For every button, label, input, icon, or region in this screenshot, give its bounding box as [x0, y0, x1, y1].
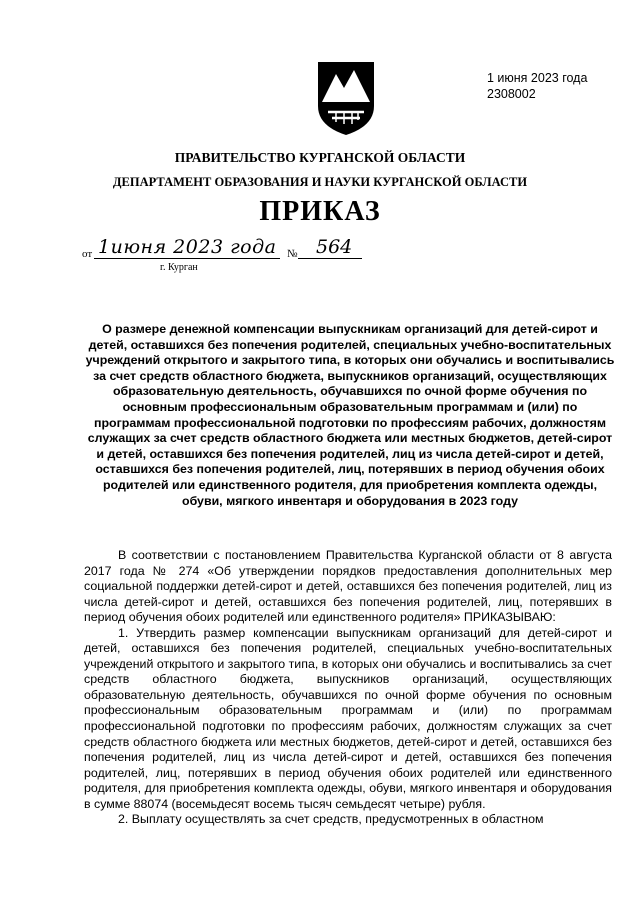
number-prefix: № — [287, 248, 298, 260]
government-name: ПРАВИТЕЛЬСТВО КУРГАНСКОЙ ОБЛАСТИ — [174, 150, 466, 165]
department-name: ДЕПАРТАМЕНТ ОБРАЗОВАНИЯ И НАУКИ КУРГАНСКОЙ ОБЛАСТИ — [112, 175, 528, 189]
date-underline — [94, 258, 280, 259]
city: г. Курган — [160, 262, 198, 273]
handwritten-date: 1июня 2023 года — [98, 236, 277, 258]
stamp-date: 1 июня 2023 года — [487, 71, 588, 85]
coat-of-arms-icon — [314, 58, 378, 138]
registration-stamp — [487, 70, 587, 102]
handwritten-number: 564 — [316, 236, 353, 258]
document-type: ПРИКАЗ — [259, 196, 381, 227]
stamp-code: 2308002 — [487, 87, 536, 101]
item-2-paragraph: 2. Выплату осуществлять за счет средств, предусмотренных в областном — [118, 812, 544, 827]
document-body — [84, 548, 612, 828]
number-underline — [298, 258, 362, 259]
document-title: О размере денежной компенсации выпускникам организаций для детей-сирот и детей, оставшихся без попечения родителей, специальных учебно-воспитательных учреждений открытого и закрытого типа, в которых они обучались и воспитывались за счет средств областного бюджета, выпускников организаций, осуществляющих образовательную деятельность, обучавшихся по очной форме обучения по основным профессиональным образовательным программам и (или) по программам профессиональной подготовки по профессиям рабочих, должностям служащих за счет средств областного бюджета или местных бюджетов, детей-сирот и детей, оставшихся без попечения родителей, лиц из числа детей-сирот и детей, оставшихся без попечения родителей, лиц, потерявших в период обучения обоих родителей или единственного родителя, для приобретения комплекта одежды, обуви, мягкого инвентаря и оборудования в 2023 году — [85, 322, 615, 508]
item-1-paragraph: 1. Утвердить размер компенсации выпускникам организаций для детей-сирот и детей, оставшихся без попечения родителей, специальных учебно-воспитательных учреждений открытого и закрытого типа, в которых они обучались и воспитывались за счет средств областного бюджета, выпускников организаций, осуществляющих образовательную деятельность, обучавшихся по очной форме обучения по основным профессиональным образовательным программам и (или) по программам профессиональной подготовки по профессиям рабочих, должностям служащих за счет средств областного бюджета или местных бюджетов, детей-сирот и детей, оставшихся без попечения родителей, лиц из числа детей-сирот и детей, оставшихся без попечения родителей, лиц, потерявших в период обучения обоих родителей или единственного родителя, для приобретения комплекта одежды, обуви, мягкого инвентаря и оборудования в сумме 88074 (восемьдесят восемь тысяч семьдесят четыре) рубля. — [84, 625, 612, 811]
preamble-paragraph: В соответствии с постановлением Правительства Курганской области от 8 августа 2017 года № 274 «Об утверждении порядков предоставления дополнительных мер социальной поддержки детей-сирот и детей, оставшихся без попечения родителей, лиц из числа детей-сирот и детей, оставшихся без попечения родителей, лиц, потерявших в период обучения обоих родителей или единственного родителя» ПРИКАЗЫВАЮ: — [84, 548, 612, 625]
date-prefix: от — [82, 248, 93, 260]
